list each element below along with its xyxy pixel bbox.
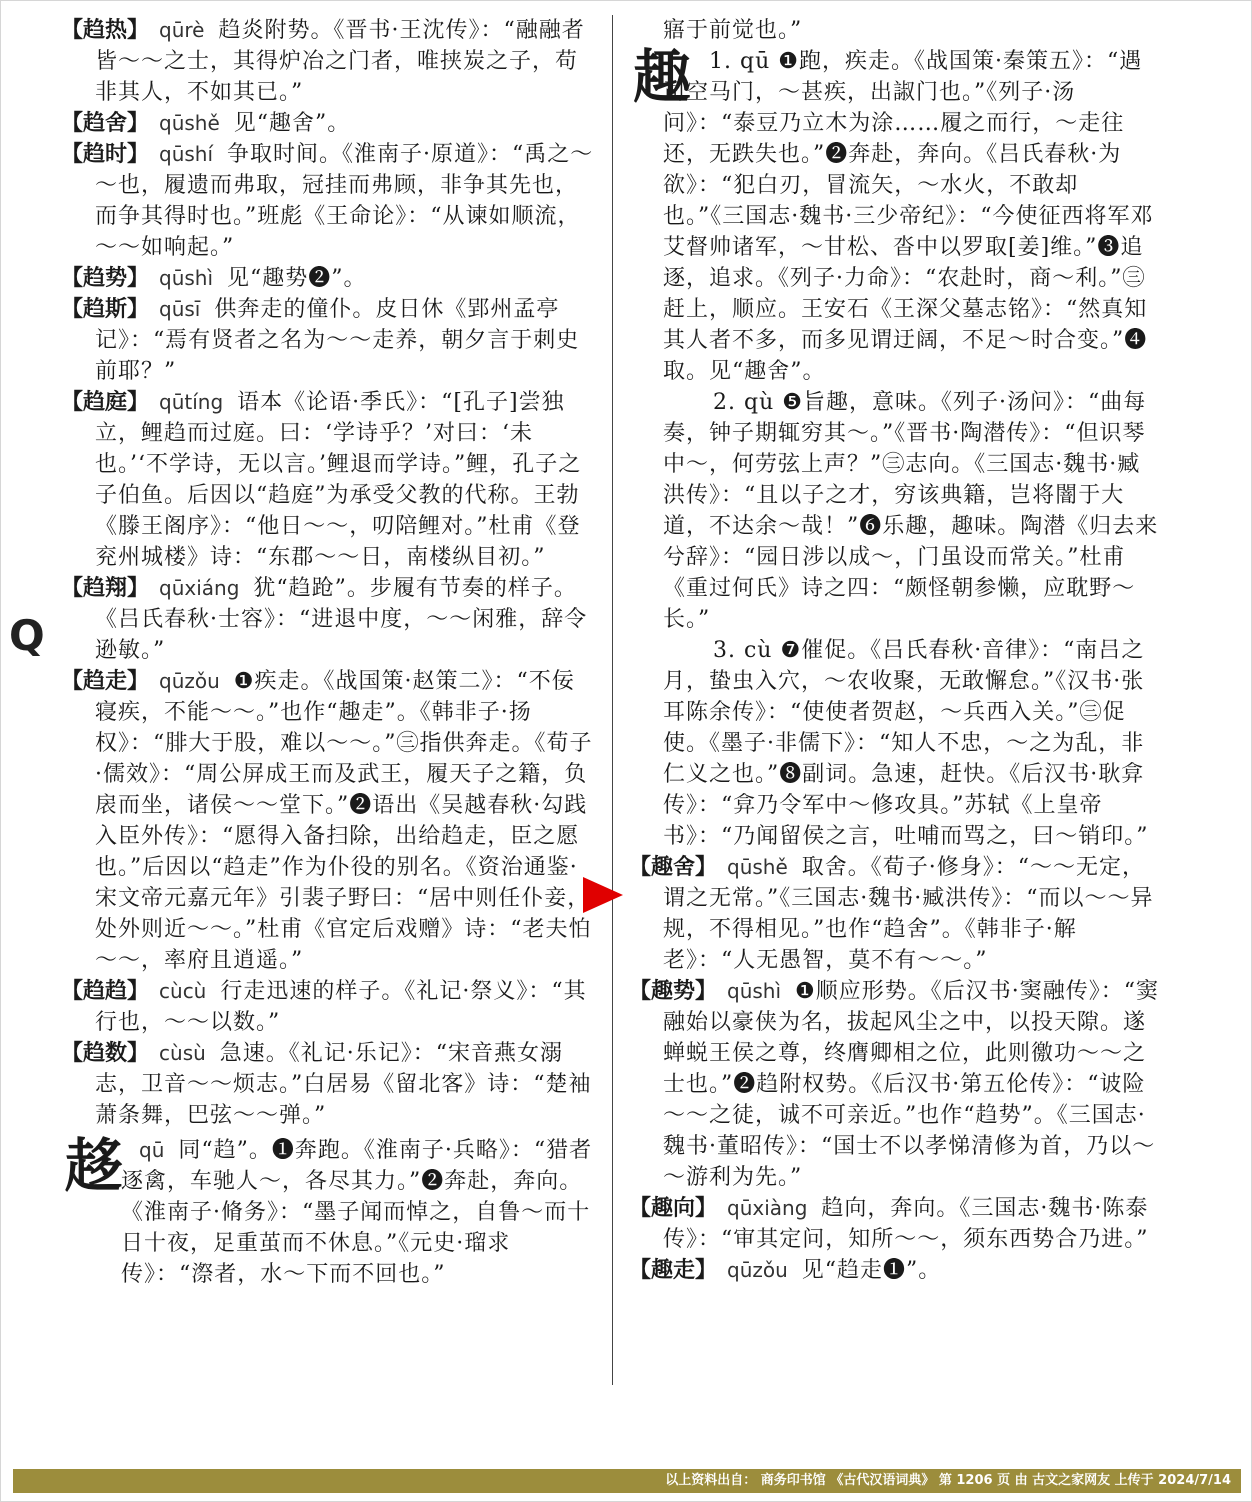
entry-qushi-right [629, 976, 1159, 1193]
sense-group-2: 2. qù ❺旨趣，意味。《列子·汤问》：“曲每奏，钟子期辄穷其～。”《晋书·陶潜传》：“但识琴中～，何劳弦上声？”㊂志向。《三国志·魏书·臧洪传》：“且以子之才，穷该典籍，岂将闇于大道，不达余～哉！”❻乐趣，趣味。陶潜《归去来兮辞》：“园日涉以成～，门虽设而常关。”杜甫《重过何氏》诗之四：“颇怪朝参懒，应耽野～长。” [663, 390, 1159, 632]
definition: 趋炎附势。《晋书·王沈传》：“融融者皆～～之士，其得炉冶之门者，唯挟炭之子，苟非其人，不如其已。” [95, 18, 585, 105]
char-entry-qu-variant [61, 1132, 596, 1290]
headword: 【趋趋】 [61, 978, 150, 1004]
definition: 行走迅速的样子。《礼记·祭义》：“其行也，～～以数。” [95, 979, 587, 1035]
pinyin: qūsī [159, 297, 201, 321]
section-letter-tab: Q [9, 611, 45, 660]
entry-quting [61, 387, 596, 573]
headword: 【趋翔】 [61, 575, 150, 601]
definition: 供奔走的僮仆。皮日休《郢州孟亭记》：“焉有贤者之名为～～走养，朝夕言于刺史前耶？” [95, 297, 580, 384]
pinyin: qū [139, 1138, 165, 1162]
definition: 取舍。《荀子·修身》：“～～无定，谓之无常。”《三国志·魏书·臧洪传》：“而以～～异规，不得相见。”也作“趋舍”。《韩非子·解老》：“人无愚智，莫不有～～。” [663, 855, 1154, 973]
definition: 语本《论语·季氏》：“[孔子]尝独立，鲤趋而过庭。曰：‘学诗乎？’对曰：‘未也。’‘不学诗，无以言。’鲤退而学诗。”鲤，孔子之子伯鱼。后因以“趋庭”为承受父教的代称。王勃《滕王阁序》：“他日～～，叨陪鲤对。”杜甫《登兖州城楼》诗：“东郡～～日，南楼纵目初。” [95, 390, 582, 570]
pinyin: qūshì [159, 266, 214, 290]
pinyin: qūshě [159, 111, 220, 135]
headword: 【趣势】 [629, 978, 718, 1004]
pinyin: qūxiàng [727, 1196, 808, 1220]
entry-quzou-right [629, 1255, 1159, 1286]
pinyin: qūrè [159, 18, 205, 42]
entry-cucu [61, 976, 596, 1038]
definition: ❶疾走。《战国策·赵策二》：“不佞寝疾，不能～～。”也作“趣走”。《韩非子·扬权》：“腓大于股，难以～～。”㊂指供奔走。《荀子·儒效》：“周公屏成王而及武王，履天子之籍，负扆而坐，诸侯～～堂下。”❷语出《吴越春秋·勾践入臣外传》：“愿得入备扫除，出给趋走，臣之愿也。”后因以“趋走”作为仆役的别名。《资治通鉴·宋文帝元嘉元年》引裴子野曰：“居中则任仆妾，处外则近～～。”杜甫《官定后戏赠》诗：“老夫怕～～，率府且逍遥。” [95, 669, 593, 973]
headword: 【趣舍】 [629, 854, 718, 880]
entry-qushi-trend [61, 263, 596, 294]
sense-group-1: 1. qū ❶跑，疾走。《战国策·秦策五》：“遇司空马门，～甚疾，出諔门也。”《列子·汤问》：“泰豆乃立木为涂……履之而行，～走往还，无跌失也。”❷奔赴，奔向。《吕氏春秋·为欲》：“犯白刃，冒流矢，～水火，不敢却也。”《三国志·魏书·三少帝纪》：“今使征西将军邓艾督帅诸军，～甘松、沓中以罗取[姜]维。”❸追逐，追求。《列子·力命》：“农赴时，商～利。”㊂赶上，顺应。王安石《王深父墓志铭》：“然真知其人者不多，而多见谓迂阔，不足～时合变。”❹取。见“趣舍”。 [663, 49, 1154, 384]
pinyin: qūzǒu [727, 1258, 788, 1282]
entry-qushi-time [61, 139, 596, 263]
headword: 【趣走】 [629, 1257, 718, 1283]
definition: 同“趋”。❶奔跑。《淮南子·兵略》：“猎者逐禽，车驰人～，各尽其力。”❷奔赴，奔向。《淮南子·脩务》：“墨子闻而悼之，自鲁～而十日十夜，足重茧而不休息。”《元史·瑠求传》：“漈者，水～下而不回也。” [121, 1138, 593, 1287]
entry-quri [61, 15, 596, 108]
column-divider [612, 15, 613, 1385]
pinyin: qūshì [727, 979, 782, 1003]
headword: 【趣向】 [629, 1195, 718, 1221]
continued-text: 寤于前觉也。” [663, 18, 803, 43]
definition: 犹“趋跄”。步履有节奏的样子。《吕氏春秋·士容》：“进退中度，～～闲雅，辞令逊敏。” [95, 576, 588, 663]
pinyin: qūtíng [159, 390, 224, 414]
large-headword-char: 趣 [633, 43, 693, 111]
headword: 【趋数】 [61, 1040, 150, 1066]
entry-qushe [61, 108, 596, 139]
headword: 【趋势】 [61, 265, 150, 291]
headword: 【趋走】 [61, 668, 150, 694]
source-footer: 以上资料出自： 商务印书馆 《古代汉语词典》 第 1206 页 由 古文之家网友 上传于 2024/7/14 [13, 1469, 1241, 1493]
entry-quxiang-right [629, 1193, 1159, 1255]
headword: 【趋热】 [61, 17, 150, 43]
headword: 【趋庭】 [61, 389, 150, 415]
entry-qusi [61, 294, 596, 387]
definition: 见“趣势❷”。 [227, 266, 367, 291]
left-column [61, 15, 596, 1290]
pinyin: cùcù [159, 979, 207, 1003]
pinyin: qūshí [159, 142, 214, 166]
highlight-arrow-icon [583, 877, 623, 913]
definition: 见“趋走❶”。 [801, 1258, 942, 1283]
definition: 见“趣舍”。 [233, 111, 351, 136]
headword: 【趋舍】 [61, 110, 150, 136]
definition: 趋向，奔向。《三国志·魏书·陈泰传》：“审其定问，知所～～，须东西势合乃进。” [663, 1196, 1149, 1252]
headword: 【趋斯】 [61, 296, 150, 322]
definition: ❶顺应形势。《后汉书·窦融传》：“窦融始以豪侠为名，拔起风尘之中，以投天隙。遂蝉蜕王侯之尊，终膺卿相之位，此则徼功～～之士也。”❷趋附权势。《后汉书·第五伦传》：“诐险～～之徒，诚不可亲近。”也作“趋势”。《三国志·魏书·董昭传》：“国士不以孝悌清修为首，乃以～～游利为先。” [663, 979, 1160, 1190]
definition: 争取时间。《淮南子·原道》：“禹之～～也，履遗而弗取，冠挂而弗顾，非争其先也，而争其得时也。”班彪《王命论》：“从谏如顺流，～～如响起。” [95, 142, 594, 260]
right-column [629, 15, 1159, 1286]
large-headword-char: 趍 [65, 1132, 125, 1200]
char-entry-qu [629, 43, 1159, 852]
entry-quzou [61, 666, 596, 976]
headword: 【趋时】 [61, 141, 150, 167]
sense-group-3: 3. cù ❼催促。《吕氏春秋·音律》：“南吕之月，蛰虫入穴，～农收聚，无敢懈怠。”《汉书·张耳陈余传》：“使使者贺赵，～兵西入关。”㊂促使。《墨子·非儒下》：“知人不忠，～之为乱，非仁义之也。”❽副词。急速，赶快。《后汉书·耿弇传》：“弇乃令军中～修攻具。”苏轼《上皇帝书》：“乃闻留侯之言，吐哺而骂之，曰～销印。” [663, 638, 1149, 849]
pinyin: qūxiáng [159, 576, 240, 600]
pinyin: cùsù [159, 1041, 206, 1065]
definition: 急速。《礼记·乐记》：“宋音燕女溺志，卫音～～烦志。”白居易《留北客》诗：“楚袖萧条舞，巴弦～～弹。” [95, 1041, 592, 1128]
entry-quxiang [61, 573, 596, 666]
entry-qushe-right [629, 852, 1159, 976]
entry-cusu [61, 1038, 596, 1131]
pinyin: qūzǒu [159, 669, 220, 693]
pinyin: qūshě [727, 855, 788, 879]
